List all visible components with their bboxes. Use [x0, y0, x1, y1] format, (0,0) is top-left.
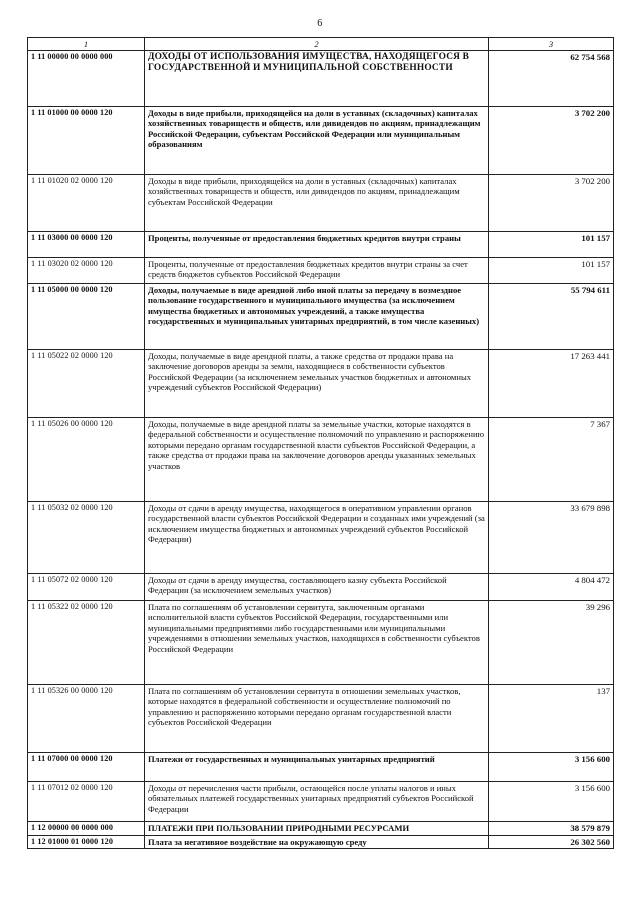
revenue-name: ПЛАТЕЖИ ПРИ ПОЛЬЗОВАНИИ ПРИРОДНЫМИ РЕСУРСАМИ — [145, 822, 489, 836]
revenue-name: Плата по соглашениям об установлении сервитута, заключенным органами исполнительной власти субъектов Российской Федерации, государственными или муниципальными предприятиями либо государственными или муниципальными учреждениями в отношении земельных участков, находящихся в собственности субъектов Российской Федерации — [145, 601, 489, 685]
revenue-name: Плата по соглашениям об установлении сервитута в отношении земельных участков, которые находятся в федеральной собственности и осуществление полномочий по управлению и распоряжению которыми передано органам государственной власти субъектов Российской Федерации — [145, 685, 489, 753]
revenue-amount: 3 156 600 — [489, 753, 614, 782]
revenue-amount: 39 296 — [489, 601, 614, 685]
table-row — [28, 822, 614, 836]
classification-code: 1 11 00000 00 0000 000 — [28, 51, 145, 107]
table-row — [28, 782, 614, 822]
revenue-amount: 3 702 200 — [489, 107, 614, 175]
table-row — [28, 418, 614, 502]
classification-code: 1 11 05322 02 0000 120 — [28, 601, 145, 685]
classification-code: 1 11 03000 00 0000 120 — [28, 232, 145, 258]
revenue-name: Доходы в виде прибыли, приходящейся на доли в уставных (складочных) капиталах хозяйственных товариществ и обществ, или дивидендов по акциям, принадлежащим Российской Федерации, субъектам Российской Федерации или муниципальным образованиям — [145, 107, 489, 175]
revenue-name: Плата за негативное воздействие на окружающую среду — [145, 835, 489, 849]
classification-code: 1 11 05000 00 0000 120 — [28, 284, 145, 350]
classification-code: 1 11 07012 02 0000 120 — [28, 782, 145, 822]
classification-code: 1 12 00000 00 0000 000 — [28, 822, 145, 836]
revenue-amount: 101 157 — [489, 232, 614, 258]
table-row — [28, 835, 614, 849]
table-row — [28, 258, 614, 284]
revenue-name: Доходы от сдачи в аренду имущества, составляющего казну субъекта Российской Федерации (за исключением земельных участков) — [145, 574, 489, 601]
revenue-amount: 26 302 560 — [489, 835, 614, 849]
table-row — [28, 232, 614, 258]
revenue-name: Проценты, полученные от предоставления бюджетных кредитов внутри страны за счет средств бюджетов субъектов Российской Федерации — [145, 258, 489, 284]
table-row — [28, 284, 614, 350]
table-row — [28, 175, 614, 232]
budget-revenue-table — [27, 37, 614, 849]
revenue-name: ДОХОДЫ ОТ ИСПОЛЬЗОВАНИЯ ИМУЩЕСТВА, НАХОДЯЩЕГОСЯ В ГОСУДАРСТВЕННОЙ И МУНИЦИПАЛЬНОЙ СОБСТВЕННОСТИ — [145, 51, 489, 107]
page-number: 6 — [317, 18, 323, 29]
classification-code: 1 11 01000 00 0000 120 — [28, 107, 145, 175]
classification-code: 1 11 05072 02 0000 120 — [28, 574, 145, 601]
table-row — [28, 51, 614, 107]
revenue-amount: 101 157 — [489, 258, 614, 284]
classification-code: 1 11 05032 02 0000 120 — [28, 502, 145, 574]
table-row — [28, 601, 614, 685]
revenue-amount: 3 702 200 — [489, 175, 614, 232]
table-row — [28, 685, 614, 753]
table-row — [28, 350, 614, 418]
revenue-amount: 55 794 611 — [489, 284, 614, 350]
column-header-row — [28, 38, 614, 51]
classification-code: 1 11 01020 02 0000 120 — [28, 175, 145, 232]
classification-code: 1 11 05326 00 0000 120 — [28, 685, 145, 753]
table-row — [28, 574, 614, 601]
classification-code: 1 12 01000 01 0000 120 — [28, 835, 145, 849]
revenue-name: Доходы, получаемые в виде арендной платы за земельные участки, которые находятся в федеральной собственности и осуществление полномочий по управлению и распоряжению которыми передано органам государственной власти субъектов Российской Федерации, а также средства от продажи права на заключение договоров аренды указанных земельных участков — [145, 418, 489, 502]
table-row — [28, 107, 614, 175]
table-row — [28, 502, 614, 574]
revenue-amount: 3 156 600 — [489, 782, 614, 822]
revenue-amount: 62 754 568 — [489, 51, 614, 107]
revenue-amount: 33 679 898 — [489, 502, 614, 574]
revenue-name: Доходы, получаемые в виде арендной платы, а также средства от продажи права на заключение договоров аренды за земли, находящиеся в собственности субъектов Российской Федерации (за исключением земельных участков бюджетных и автономных учреждений субъектов Российской Федерации) — [145, 350, 489, 418]
table-row — [28, 753, 614, 782]
revenue-name: Доходы, получаемые в виде арендной либо иной платы за передачу в возмездное пользование государственного и муниципального имущества (за исключением имущества бюджетных и автономных учреждений, а также имущества государственных и муниципальных унитарных предприятий, в том числе казенных) — [145, 284, 489, 350]
revenue-name: Платежи от государственных и муниципальных унитарных предприятий — [145, 753, 489, 782]
revenue-name: Доходы от сдачи в аренду имущества, находящегося в оперативном управлении органов государственной власти субъектов Российской Федерации и созданных ими учреждений (за исключением имущества бюджетных и автономных учреждений субъектов Российской Федерации) — [145, 502, 489, 574]
column-header-name: 2 — [145, 38, 489, 51]
classification-code: 1 11 03020 02 0000 120 — [28, 258, 145, 284]
revenue-amount: 4 804 472 — [489, 574, 614, 601]
revenue-name: Проценты, полученные от предоставления бюджетных кредитов внутри страны — [145, 232, 489, 258]
classification-code: 1 11 07000 00 0000 120 — [28, 753, 145, 782]
revenue-name: Доходы от перечисления части прибыли, остающейся после уплаты налогов и иных обязательных платежей государственных унитарных предприятий субъектов Российской Федерации — [145, 782, 489, 822]
revenue-amount: 137 — [489, 685, 614, 753]
revenue-amount: 38 579 879 — [489, 822, 614, 836]
revenue-name: Доходы в виде прибыли, приходящейся на доли в уставных (складочных) капиталах хозяйственных товариществ и обществ, или дивидендов по акциям, принадлежащим субъектам Российской Федерации — [145, 175, 489, 232]
column-header-amount: 3 — [489, 38, 614, 51]
revenue-amount: 17 263 441 — [489, 350, 614, 418]
revenue-amount: 7 367 — [489, 418, 614, 502]
classification-code: 1 11 05026 00 0000 120 — [28, 418, 145, 502]
column-header-code: 1 — [28, 38, 145, 51]
classification-code: 1 11 05022 02 0000 120 — [28, 350, 145, 418]
